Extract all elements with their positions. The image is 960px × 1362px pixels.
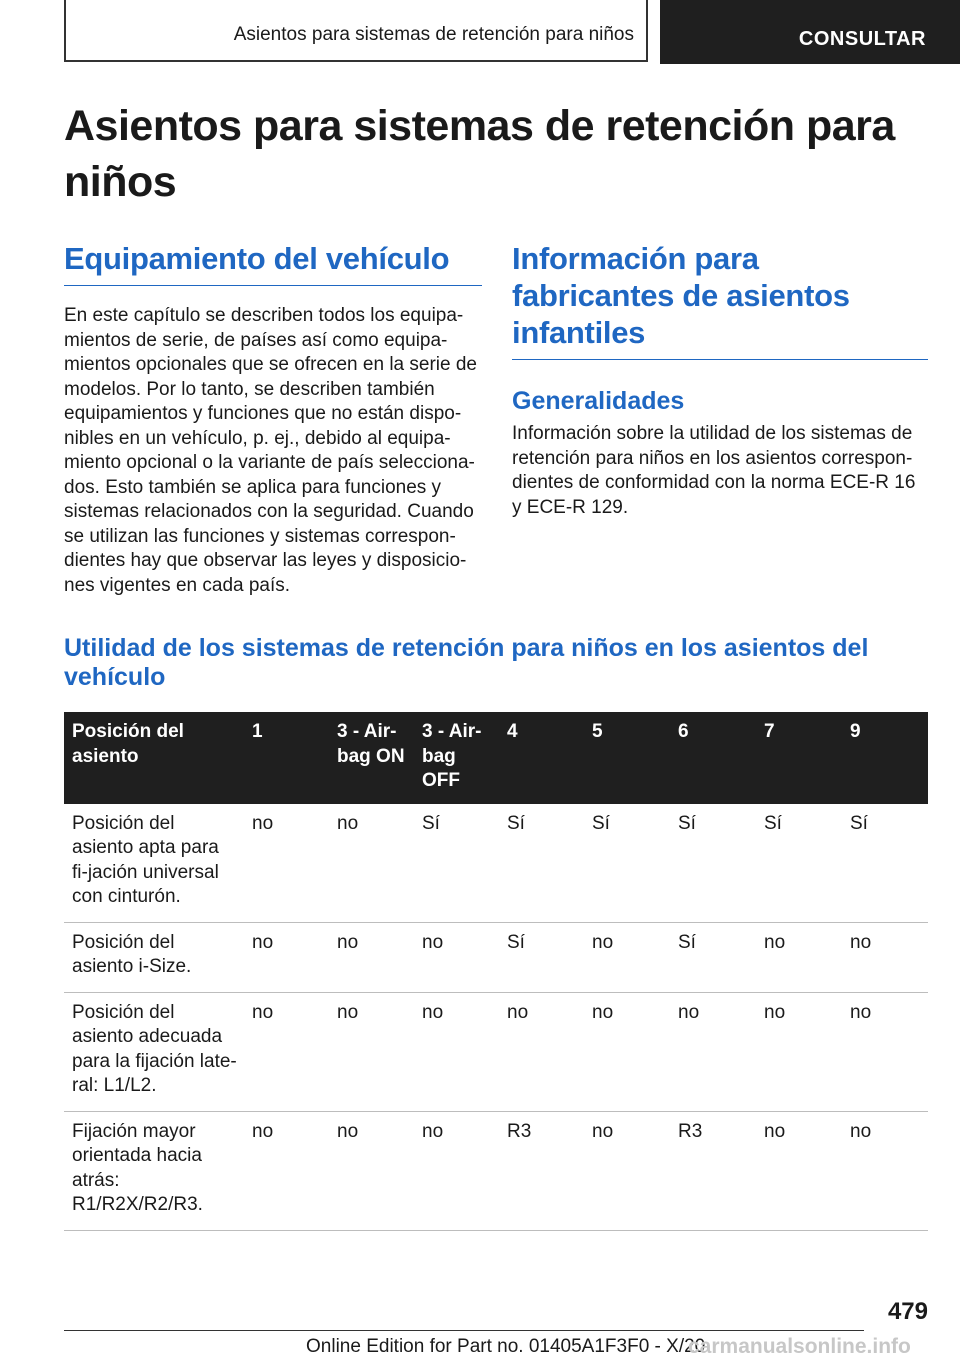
table-cell: no <box>756 992 842 1111</box>
table-cell: no <box>329 804 414 923</box>
page-title: Asientos para sistemas de retención para niños <box>64 102 895 206</box>
table-cell: no <box>842 992 928 1111</box>
table-cell: no <box>414 992 499 1111</box>
table-cell: no <box>499 992 584 1111</box>
header-cell-6: 6 <box>670 712 756 804</box>
header-cell-1: 1 <box>244 712 329 804</box>
table-header-row <box>64 712 928 804</box>
table-cell: Sí <box>670 804 756 923</box>
table-row <box>64 922 928 992</box>
row-label: Fijación mayor orientada hacia atrás: R1/R2X/R2/R3. <box>64 1111 244 1230</box>
table-cell: R3 <box>499 1111 584 1230</box>
table-cell: no <box>756 922 842 992</box>
general-subheading: Generalidades <box>512 387 685 415</box>
equipment-body: En este capítulo se describen todos los equipa-mientos de serie, de países así como equipa-mientos opcionales que se ofrecen en la serie de modelos. Por lo tanto, se describen también equipamientos y funciones que no están dispo-nibles en un vehículo, p. ej., debido al equipa-miento opcional o la variante de país selecciona-dos. Esto también se aplica para funciones y sistemas relacionados con la seguridad. Cuando se utilizan las funciones y sistemas correspon-dientes hay que observar las leyes y disposicio-nes vigentes en cada país. <box>64 305 477 596</box>
header-cell-7: 7 <box>756 712 842 804</box>
footer-divider <box>64 1330 864 1331</box>
table-cell: no <box>244 922 329 992</box>
table-row <box>64 992 928 1111</box>
table-cell: no <box>584 922 670 992</box>
header-cell-5: 5 <box>584 712 670 804</box>
table-cell: R3 <box>670 1111 756 1230</box>
table-cell: no <box>414 922 499 992</box>
table-cell: no <box>244 1111 329 1230</box>
table-cell: Sí <box>499 804 584 923</box>
table-cell: no <box>244 992 329 1111</box>
row-label: Posición del asiento i-Size. <box>64 922 244 992</box>
table-cell: no <box>329 992 414 1111</box>
consultar-tab[interactable]: CONSULTAR <box>660 0 960 64</box>
header-cell-9: 9 <box>842 712 928 804</box>
table-cell: no <box>584 992 670 1111</box>
seat-suitability-table <box>64 712 928 1231</box>
watermark: carmanualsonline.info <box>688 1335 911 1358</box>
table-cell: no <box>670 992 756 1111</box>
row-label: Posición del asiento apta para fi-jación universal con cinturón. <box>64 804 244 923</box>
table-cell: Sí <box>584 804 670 923</box>
page-number: 479 <box>887 1298 928 1325</box>
manufacturer-info-heading: Información para fabricantes de asientos infantiles <box>512 240 928 360</box>
table-cell: no <box>329 922 414 992</box>
table-row <box>64 804 928 923</box>
header-cell-4: 4 <box>499 712 584 804</box>
table-row <box>64 1111 928 1230</box>
table-cell: no <box>584 1111 670 1230</box>
right-column <box>512 240 928 520</box>
equipment-heading: Equipamiento del vehículo <box>64 240 482 286</box>
seat-suitability-title: Utilidad de los sistemas de retención para niños en los asientos del vehículo <box>64 634 869 691</box>
header-cell-seat-position: Posición del asiento <box>64 712 244 804</box>
edition-note: Online Edition for Part no. 01405A1F3F0 - X/20 <box>306 1336 706 1357</box>
table-cell: Sí <box>670 922 756 992</box>
table-cell: no <box>842 922 928 992</box>
table-cell: no <box>414 1111 499 1230</box>
header-cell-3-airbag-off: 3 - Air-bag OFF <box>414 712 499 804</box>
page-header <box>64 0 960 66</box>
table-cell: Sí <box>499 922 584 992</box>
table-cell: no <box>329 1111 414 1230</box>
table-cell: no <box>842 1111 928 1230</box>
table-cell: Sí <box>414 804 499 923</box>
table-cell: Sí <box>842 804 928 923</box>
header-section-label: Asientos para sistemas de retención para niños <box>64 0 648 62</box>
left-column <box>64 240 482 598</box>
general-body: Información sobre la utilidad de los sistemas de retención para niños en los asientos correspon-dientes de conformidad con la norma ECE-R 16 y ECE-R 129. <box>512 423 916 518</box>
table-cell: no <box>244 804 329 923</box>
table-cell: Sí <box>756 804 842 923</box>
table-cell: no <box>756 1111 842 1230</box>
header-cell-3-airbag-on: 3 - Air-bag ON <box>329 712 414 804</box>
row-label: Posición del asiento adecuada para la fijación late-ral: L1/L2. <box>64 992 244 1111</box>
